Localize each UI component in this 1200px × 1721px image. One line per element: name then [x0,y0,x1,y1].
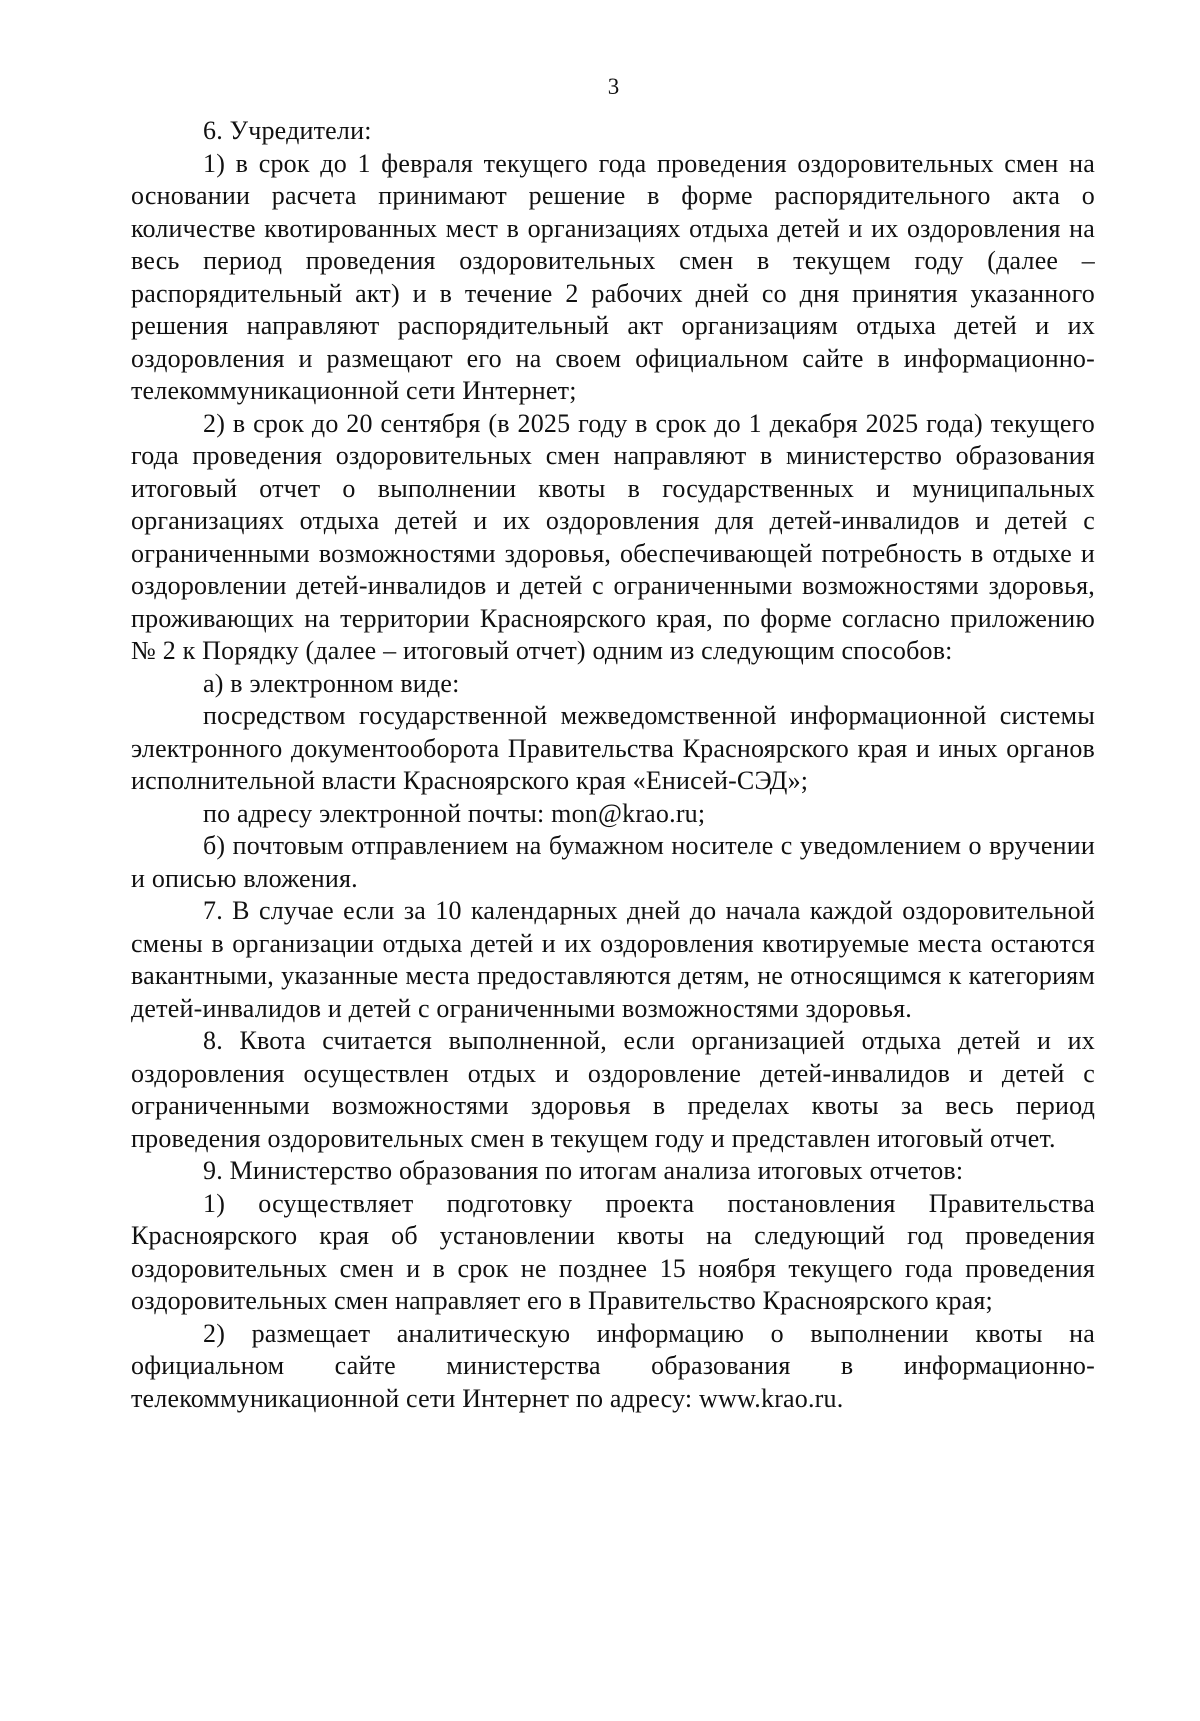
paragraph-9-1-draft-resolution: 1) осуществляет подготовку проекта постановления Правительства Красноярского края об установлении квоты на следующий год проведения оздоровительных смен и в срок не позднее 15 ноября текущего года проведения оздоровительных смен направляет его в Правительство Красноярского края; [131,1188,1095,1315]
page-number: 3 [607,74,620,99]
document-body [131,115,1095,1415]
paragraph-6-2b-postal: б) почтовым отправлением на бумажном носителе с уведомлением о вручении и описью вложения. [131,831,1095,893]
paragraph-9-ministry-analysis: 9. Министерство образования по итогам анализа итоговых отчетов: [203,1156,964,1185]
paragraph-8-quota-fulfilled: 8. Квота считается выполненной, если организацией отдыха детей и их оздоровления осуществлен отдых и оздоровление детей-инвалидов и детей с ограниченными возможностями здоровья в пределах квоты за весь период проведения оздоровительных смен в текущем году и представлен итоговый отчет. [131,1026,1095,1153]
paragraph-6-2-final-report: 2) в срок до 20 сентября (в 2025 году в срок до 1 декабря 2025 года) текущего года проведения оздоровительных смен направляют в министерство образования итоговый отчет о выполнении квоты в государственных и муниципальных организациях отдыха детей и их оздоровления для детей-инвалидов и детей с ограниченными возможностями здоровья, обеспечивающей потребность в отдыхе и оздоровлении детей-инвалидов и детей с ограниченными возможностями здоровья, проживающих на территории Красноярского края, по форме согласно приложению № 2 к Порядку (далее – итоговый отчет) одним из следующим способов: [131,408,1095,665]
paragraph-9-2-publish-info: 2) размещает аналитическую информацию о выполнении квоты на официальном сайте министерства образования в информационно-телекоммуникационной сети Интернет по адресу: www.krao.ru. [131,1318,1095,1413]
paragraph-6-2a-email: по адресу электронной почты: mon@krao.ru; [203,798,706,828]
paragraph-6-2a-electronic: а) в электронном виде: [203,668,460,698]
paragraph-7-vacant-places: 7. В случае если за 10 календарных дней до начала каждой оздоровительной смены в организации отдыха детей и их оздоровления квотируемые места остаются вакантными, указанные места предоставляются детям, не относящимся к категориям детей-инвалидов и детей с ограниченными возможностями здоровья. [131,896,1095,1023]
paragraph-6-founders-heading: 6. Учредители: [203,116,372,145]
paragraph-6-1-quota-decision: 1) в срок до 1 февраля текущего года проведения оздоровительных смен на основании расчета принимают решение в форме распорядительного акта о количестве квотированных мест в организациях отдыха детей и их оздоровления на весь период проведения оздоровительных смен в текущем году (далее – распорядительный акт) и в течение 2 рабочих дней со дня принятия указанного решения направляют распорядительный акт организациям отдыха детей и их оздоровления и размещают его на своем официальном сайте в информационно-телекоммуникационной сети Интернет; [131,148,1095,405]
paragraph-6-2a-sed-system: посредством государственной межведомственной информационной системы электронного документооборота Правительства Красноярского края и иных органов исполнительной власти Красноярского края «Енисей-СЭД»; [131,701,1095,795]
